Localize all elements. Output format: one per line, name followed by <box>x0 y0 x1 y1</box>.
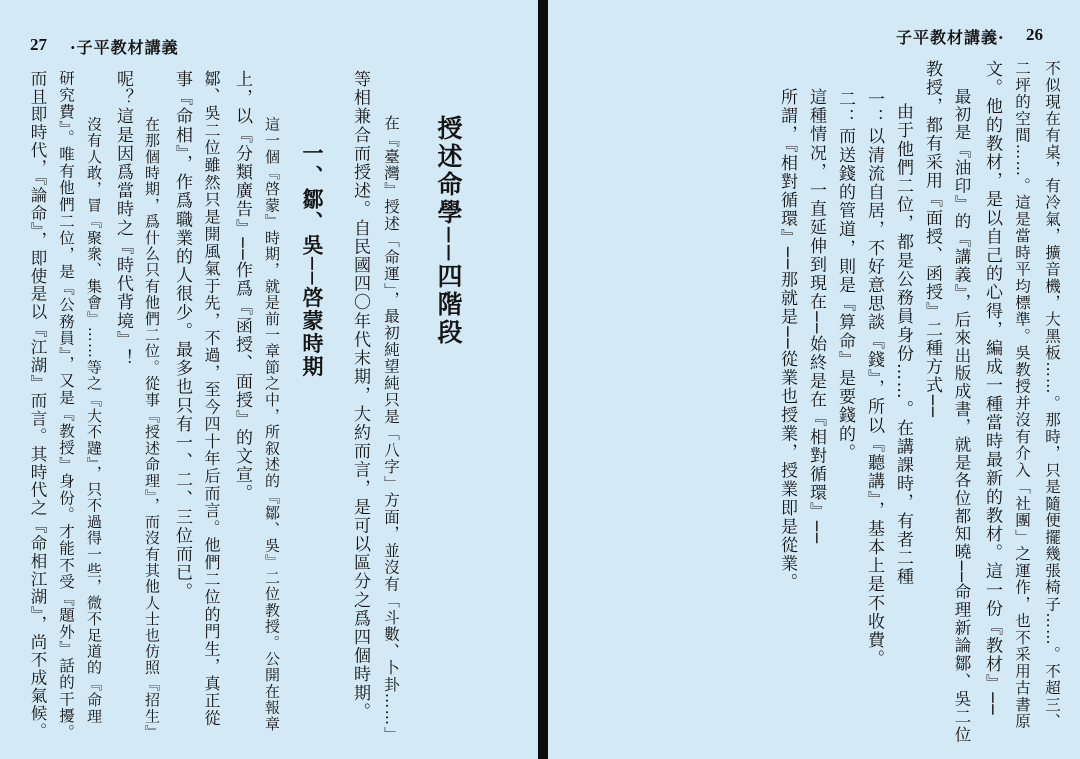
text-column: 教授，都有采用『面授、函授』二種方式── <box>922 60 942 419</box>
text-column: 所謂，『相對循環』──那就是──從業也授業，授業即是從業。 <box>777 88 797 592</box>
text-column: 在『臺灣』授述「命運」，最初純望純只是「八字」方面，並沒有「斗數、卜卦……」 <box>382 98 400 744</box>
page-number: 27 <box>30 35 47 54</box>
book-spine <box>538 0 548 759</box>
text-column: 事『命相』，作爲職業的人很少。最多也只有一、二、三位而已。 <box>172 70 192 601</box>
page-number: 26 <box>1026 25 1043 44</box>
text-column: 這種情况，一直延伸到現在──始終是在『相對循環』── <box>806 88 826 545</box>
left-page <box>0 0 538 759</box>
text-column: 鄒、吳二位雖然只是開風氣于先，不過，至今四十年后而言。他們二位的門生，真正從 <box>202 70 221 727</box>
text-column: 由于他們二位，都是公務員身份……。在講課時，有者二種 <box>893 84 913 587</box>
right-page <box>548 0 1080 759</box>
text-column: 沒有人敢，冒『聚衆、集會』……等之『大不韙』，只不過得一些，微不足道的『命理 <box>85 100 103 725</box>
running-head: 子平教材講義· <box>896 28 1005 47</box>
text-column: 一：以清流自居，不好意思談『錢』，所以『聽講』，基本上是不收費。 <box>864 90 884 669</box>
text-column: 不似現在有桌，有冷氣，擴音機，大黑板……。那時，只是隨便擺幾張椅子……。不超三、 <box>1043 60 1061 730</box>
text-column: 等相兼合而授述。自民國四〇年代末期，大約而言，是可以區分之爲四個時期。 <box>350 70 370 721</box>
text-column: 文。他的教材，是以自己的心得，編成一種當時最新的教材。這一份『教材』── <box>982 60 1002 717</box>
text-column: 這一個『啓蒙』時期，就是前一章節之中，所叙述的『鄒、吳』二位教授。公開在報章 <box>263 100 281 732</box>
text-column: 上，以『分類廣告』──作爲『函授、面授』的文宣。 <box>232 70 252 503</box>
text-column: 研究費』。唯有他們二位，是『公務員』，又是『教授』身份。才能不受『題外』話的干擾。 <box>57 70 75 741</box>
text-column: 二坪的空間……。這是當時平均標準。吳教授并沒有介入「社團」之運作，也不采用古書原 <box>1013 60 1031 730</box>
text-column: 在那個時期，爲什么只有他們二位。從事『授述命理』，而沒有其他人士也仿照『招生』 <box>143 100 161 741</box>
chapter-title: 授述命學──四階段 <box>434 115 463 348</box>
text-column: 二：而送錢的管道，則是『算命』是要錢的。 <box>835 90 855 462</box>
text-column: 而且即時代，『論命』，即使是以『江湖』而言。其時代之『命相江湖』，尚不成氣候。 <box>28 70 47 741</box>
section-heading: 一、鄒、吳──啓蒙時期 <box>300 142 325 379</box>
text-column: 呢？這是因爲當時之『時代背境』！ <box>113 70 133 368</box>
running-head: ·子平教材講義 <box>70 38 179 57</box>
text-column: 最初是『油印』的『講義』，后來出版成書，就是各位都知曉──命理新論鄒、吳二位 <box>952 70 971 744</box>
